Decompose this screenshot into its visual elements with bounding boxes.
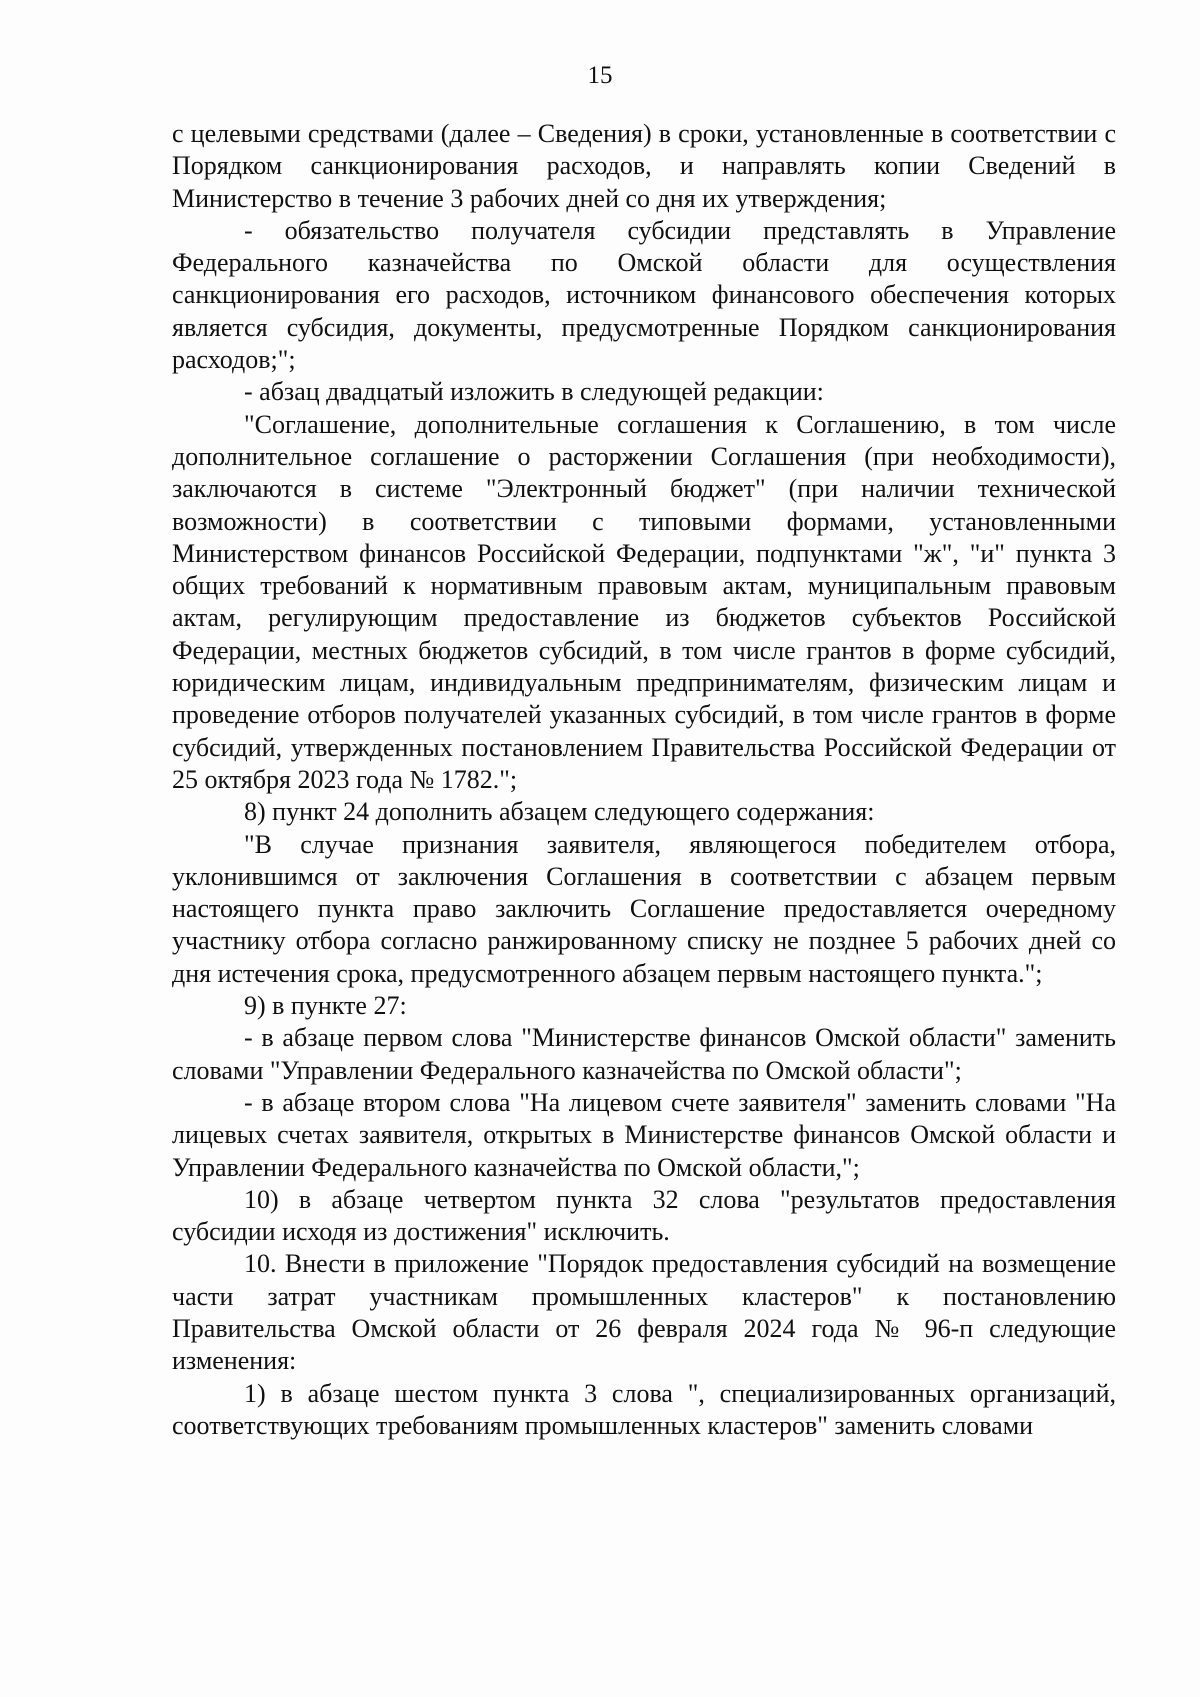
paragraph: 9) в пункте 27: — [244, 991, 407, 1021]
paragraph: - в абзаце втором слова "На лицевом счете заявителя" заменить словами "На лицевых счетах заявителя, открытых в Министерстве финансов Омской области и Управлении Федерального казначейства по Омской области,"; — [172, 1087, 1116, 1182]
paragraph: 8) пункт 24 дополнить абзацем следующего содержания: — [244, 797, 875, 827]
paragraph: - обязательство получателя субсидии представлять в Управление Федерального казначейства по Омской области для осуществления санкционирования его расходов, источником финансового обеспечения которых является субсидия, документы, предусмотренные Порядком санкционирования расходов;"; — [172, 215, 1116, 375]
paragraph: 10. Внести в приложение "Порядок предоставления субсидий на возмещение части затрат участникам промышленных кластеров" к постановлению Правительства Омской области от 26 февраля 2024 года № 96-п следующие изменения: — [172, 1249, 1116, 1376]
page-number: 15 — [587, 62, 613, 89]
paragraph: - в абзаце первом слова "Министерстве финансов Омской области" заменить словами "Управлении Федерального казначейства по Омской области"; — [172, 1023, 1116, 1085]
paragraph: 1) в абзаце шестом пункта 3 слова ", специализированных организаций, соответствующих требованиям промышленных кластеров" заменить словами — [172, 1378, 1116, 1440]
paragraph: "В случае признания заявителя, являющегося победителем отбора, уклонившимся от заключения Соглашения в соответствии с абзацем первым настоящего пункта право заключить Соглашение предоставляется очередному участнику отбора согласно ранжированному списку не позднее 5 рабочих дней со дня истечения срока, предусмотренного абзацем первым настоящего пункта."; — [172, 829, 1116, 988]
paragraph: 10) в абзаце четвертом пункта 32 слова "результатов предоставления субсидии исходя из достижения" исключить. — [172, 1184, 1116, 1247]
paragraph: с целевыми средствами (далее – Сведения) в сроки, установленные в соответствии с Порядком санкционирования расходов, и направлять копии Сведений в Министерство в течение 3 рабочих дней со дня их утверждения; — [172, 119, 1116, 213]
body-text — [172, 118, 1116, 1442]
paragraph: "Соглашение, дополнительные соглашения к Соглашению, в том числе дополнительное соглашение о расторжении Соглашения (при необходимости), заключаются в системе "Электронный бюджет" (при наличии технической возможности) в соответствии с типовыми формами, установленными Министерством финансов Российской Федерации, подпунктами "ж", "и" пункта 3 общих требований к нормативным правовым актам, муниципальным правовым актам, регулирующим предоставление из бюджетов субъектов Российской Федерации, местных бюджетов субсидий, в том числе грантов в форме субсидий, юридическим лицам, индивидуальным предпринимателям, физическим лицам и проведение отборов получателей указанных субсидий, в том числе грантов в форме субсидий, утвержденных постановлением Правительства Российской Федерации от 25 октября 2023 года № 1782."; — [172, 409, 1116, 794]
paragraph: - абзац двадцатый изложить в следующей редакции: — [244, 377, 824, 407]
